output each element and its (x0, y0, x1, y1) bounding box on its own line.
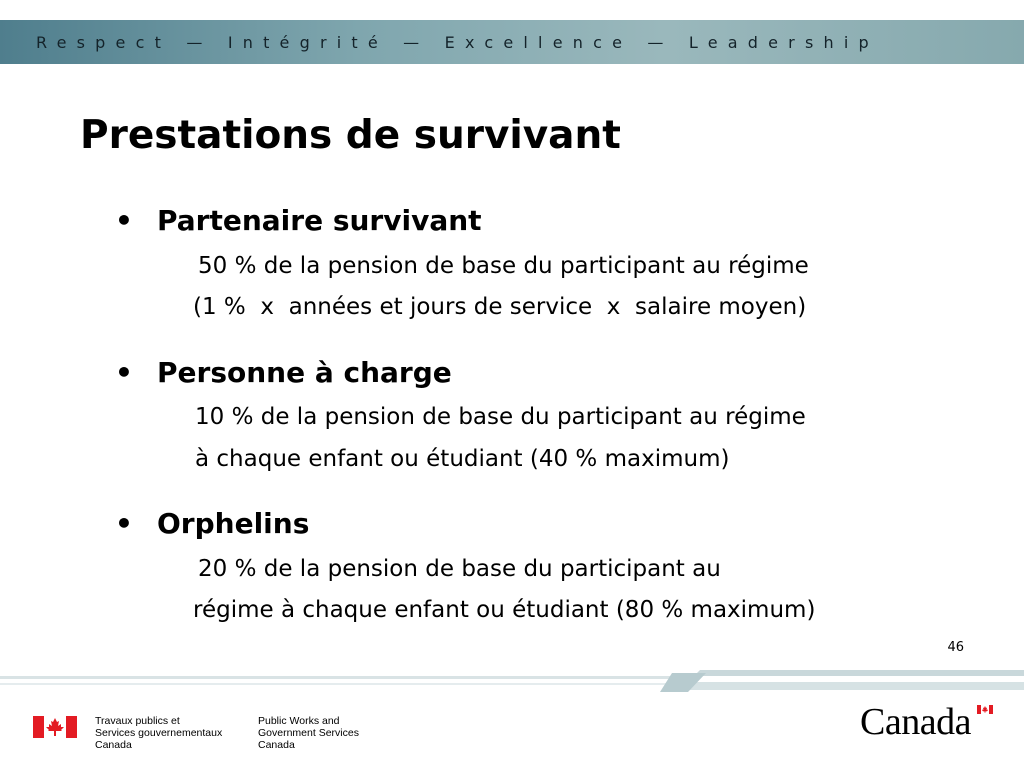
footer-line: Canada (258, 739, 295, 751)
footer-dept-en (258, 715, 359, 751)
header-band (0, 20, 1024, 64)
footer-dept-fr (95, 715, 222, 751)
bullet-heading-text: Partenaire survivant (157, 204, 482, 237)
bullet-heading-orphelins (115, 507, 309, 540)
bullet-heading-text: Orphelins (157, 507, 310, 540)
bullet-heading-partenaire (115, 204, 482, 237)
footer-line: Canada (95, 739, 132, 751)
bullet-dot: • (115, 204, 133, 237)
canada-wordmark: Canada (860, 701, 971, 743)
footer-line: Travaux publics et (95, 715, 180, 727)
bullet-line: à chaque enfant ou étudiant (40 % maximum) (195, 446, 730, 472)
bullet-dot: • (115, 356, 133, 389)
bullet-line: 20 % de la pension de base du participant au (198, 556, 721, 582)
footer-line: Services gouvernementaux (95, 727, 223, 739)
bullet-line: (1 % x années et jours de service x salaire moyen) (193, 294, 807, 320)
bullet-heading-text: Personne à charge (157, 356, 452, 389)
slide-title: Prestations de survivant (80, 113, 621, 158)
bullet-dot: • (115, 507, 133, 540)
footer-band (0, 670, 1024, 694)
header-motto: Respect — Intégrité — Excellence — Leadership (36, 33, 879, 52)
bullet-line: 50 % de la pension de base du participant au régime (198, 253, 809, 279)
canada-flag-icon (33, 716, 77, 738)
bullet-line: régime à chaque enfant ou étudiant (80 % maximum) (193, 597, 816, 623)
bullet-line: 10 % de la pension de base du participant au régime (195, 404, 806, 430)
bullet-heading-personne (115, 356, 452, 389)
footer-line: Government Services (258, 727, 359, 739)
page-number: 46 (947, 640, 964, 655)
footer-line: Public Works and (258, 715, 340, 727)
wordmark-flag-icon (977, 705, 993, 714)
